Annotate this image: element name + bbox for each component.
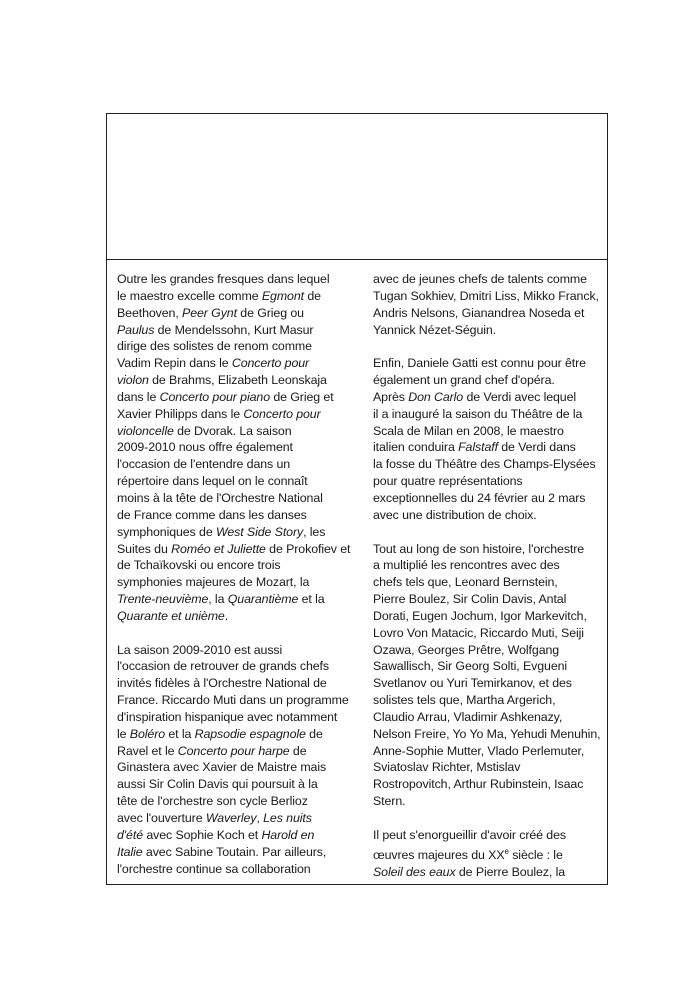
text-line: tête de l'orchestre son cycle Berlioz [117, 794, 308, 809]
paragraph [117, 271, 360, 625]
italic-title: d'été [117, 827, 143, 842]
text-line: chefs tels que, Leonard Bernstein, [373, 575, 558, 590]
text-line: dans le Concerto pour piano de Grieg et [117, 389, 334, 404]
text-line: symphonies majeures de Mozart, la [117, 575, 310, 590]
text-line: Ozawa, Georges Prêtre, Wolfgang [373, 642, 560, 657]
italic-title: violon [117, 373, 149, 388]
text-line: Xavier Philipps dans le Concerto pour [117, 406, 321, 421]
italic-title: Concerto pour [231, 356, 310, 371]
text-line: d'été avec Sophie Koch et Harold en [117, 827, 315, 842]
text-line: 2009-2010 nous offre également [117, 440, 293, 455]
text-line: le maestro excelle comme Egmont de [117, 288, 321, 303]
text-line: dirige des solistes de renom comme [117, 339, 312, 354]
text-line: Après Don Carlo de Verdi avec lequel [373, 389, 577, 404]
text-line: Rostropovitch, Arthur Rubinstein, Isaac [373, 777, 584, 792]
italic-title: Soleil des eaux [373, 864, 456, 879]
text-line: exceptionnelles du 24 février au 2 mars [373, 490, 586, 505]
text-line: Claudio Arrau, Vladimir Ashkenazy, [373, 709, 563, 724]
text-line: Yannick Nézet-Séguin. [373, 322, 497, 337]
text-line: invités fidèles à l'Orchestre National de [117, 676, 327, 691]
italic-title: Falstaff [458, 440, 498, 455]
text-line: la fosse du Théâtre des Champs-Elysées [373, 457, 596, 472]
text-line: Tugan Sokhiev, Dmitri Liss, Mikko Franck, [373, 288, 599, 303]
text-line: l'orchestre continue sa collaboration [117, 861, 311, 876]
text-line: moins à la tête de l'Orchestre National [117, 490, 323, 505]
text-line: œuvres majeures du XXe siècle : le [373, 846, 563, 862]
italic-title: Peer Gynt [182, 305, 237, 320]
text-line: Svetlanov ou Yuri Temirkanov, et des [373, 676, 572, 691]
text-line: solistes tels que, Martha Argerich, [373, 693, 556, 708]
empty-header-box [107, 114, 607, 260]
text-line: Trente-neuvième, la Quarantième et la [117, 592, 325, 607]
text-line: de France comme dans les danses [117, 507, 307, 522]
text-line: Suites du Roméo et Juliette de Prokofiev et [117, 541, 351, 556]
text-line: aussi Sir Colin Davis qui poursuit à la [117, 777, 318, 792]
italic-title: Italie [117, 844, 143, 859]
text-line: de Tchaïkovski ou encore trois [117, 558, 281, 573]
text-line: Tout au long de son histoire, l'orchestre [373, 541, 585, 556]
text-line: Ginastera avec Xavier de Maistre mais [117, 760, 327, 775]
text-line: Ravel et le Concerto pour harpe de [117, 743, 307, 758]
text-line: italien conduira Falstaff de Verdi dans [373, 440, 576, 455]
italic-title: Concerto pour [243, 406, 321, 421]
italic-title: Rapsodie espagnole [194, 726, 306, 741]
text-line: Paulus de Mendelssohn, Kurt Masur [117, 322, 314, 337]
text-line: violoncelle de Dvorak. La saison [117, 423, 292, 438]
text-line: d'inspiration hispanique avec notamment [117, 709, 338, 724]
paragraph [373, 827, 605, 881]
italic-title: West Side Story [215, 524, 304, 539]
left-column [117, 271, 360, 877]
text-line: Andris Nelsons, Gianandrea Noseda et [373, 305, 585, 320]
italic-title: Paulus [117, 322, 155, 337]
paragraph [373, 271, 605, 338]
text-line: Enfin, Daniele Gatti est connu pour être [373, 356, 586, 371]
text-line: Nelson Freire, Yo Yo Ma, Yehudi Menuhin, [373, 726, 601, 741]
text-line: symphoniques de West Side Story, les [117, 524, 326, 539]
text-line: Dorati, Eugen Jochum, Igor Markevitch, [373, 608, 587, 623]
text-line: le Boléro et la Rapsodie espagnole de [117, 726, 323, 741]
text-line: France. Riccardo Muti dans un programme [117, 693, 349, 708]
text-line: Sviatoslav Richter, Mstislav [373, 760, 521, 775]
text-line: Soleil des eaux de Pierre Boulez, la [373, 864, 566, 879]
text-line: l'occasion de l'entendre dans un [117, 457, 291, 472]
text-line: Il peut s'enorgueillir d'avoir créé des [373, 827, 566, 842]
text-line: Beethoven, Peer Gynt de Grieg ou [117, 305, 304, 320]
italic-title: Concerto pour harpe [177, 743, 290, 758]
paragraph [117, 642, 360, 878]
text-line: Sawallisch, Sir Georg Solti, Evgueni [373, 659, 568, 674]
italic-title: Harold en [261, 827, 315, 842]
paragraph [373, 541, 605, 811]
text-line: l'occasion de retrouver de grands chefs [117, 659, 329, 674]
text-line: il a inauguré la saison du Théâtre de la [373, 406, 583, 421]
right-column [373, 271, 605, 881]
text-line: répertoire dans lequel on le connaît [117, 474, 308, 489]
italic-title: Trente-neuvième [117, 592, 209, 607]
text-line: violon de Brahms, Elizabeth Leonskaja [117, 373, 327, 388]
italic-title: Egmont [261, 288, 304, 303]
italic-title: Boléro [129, 726, 166, 741]
italic-title: violoncelle [117, 423, 174, 438]
text-line: avec de jeunes chefs de talents comme [373, 272, 587, 286]
superscript: e [504, 846, 509, 856]
text-line: Quarante et unième. [117, 608, 229, 623]
italic-title: Waverley [205, 811, 257, 825]
text-line: Italie avec Sabine Toutain. Par ailleurs, [117, 844, 327, 859]
italic-title: Quarantième [227, 592, 299, 607]
text-line: La saison 2009-2010 est aussi [117, 642, 283, 657]
text-line: Stern. [373, 794, 406, 809]
text-line: a multiplié les rencontres avec des [373, 558, 560, 573]
text-line: Pierre Boulez, Sir Colin Davis, Antal [373, 592, 567, 607]
italic-title: Concerto pour piano [159, 389, 270, 404]
italic-title: Don Carlo [408, 389, 464, 404]
italic-title: Roméo et Juliette [171, 541, 266, 556]
text-line: Scala de Milan en 2008, le maestro [373, 423, 564, 438]
text-line: Anne-Sophie Mutter, Vlado Perlemuter, [373, 743, 585, 758]
text-line: avec l'ouverture Waverley, Les nuits [117, 811, 312, 825]
article-frame [106, 113, 608, 885]
text-line: avec une distribution de choix. [373, 507, 537, 522]
paragraph [373, 355, 605, 523]
text-line: également un grand chef d'opéra. [373, 373, 555, 388]
italic-title: Les nuits [263, 811, 312, 825]
italic-title: Quarante et unième [117, 608, 225, 623]
text-line: Vadim Repin dans le Concerto pour [117, 356, 310, 371]
text-line: Outre les grandes fresques dans lequel [117, 272, 330, 286]
text-line: pour quatre représentations [373, 474, 523, 489]
text-line: Lovro Von Matacic, Riccardo Muti, Seiji [373, 625, 584, 640]
